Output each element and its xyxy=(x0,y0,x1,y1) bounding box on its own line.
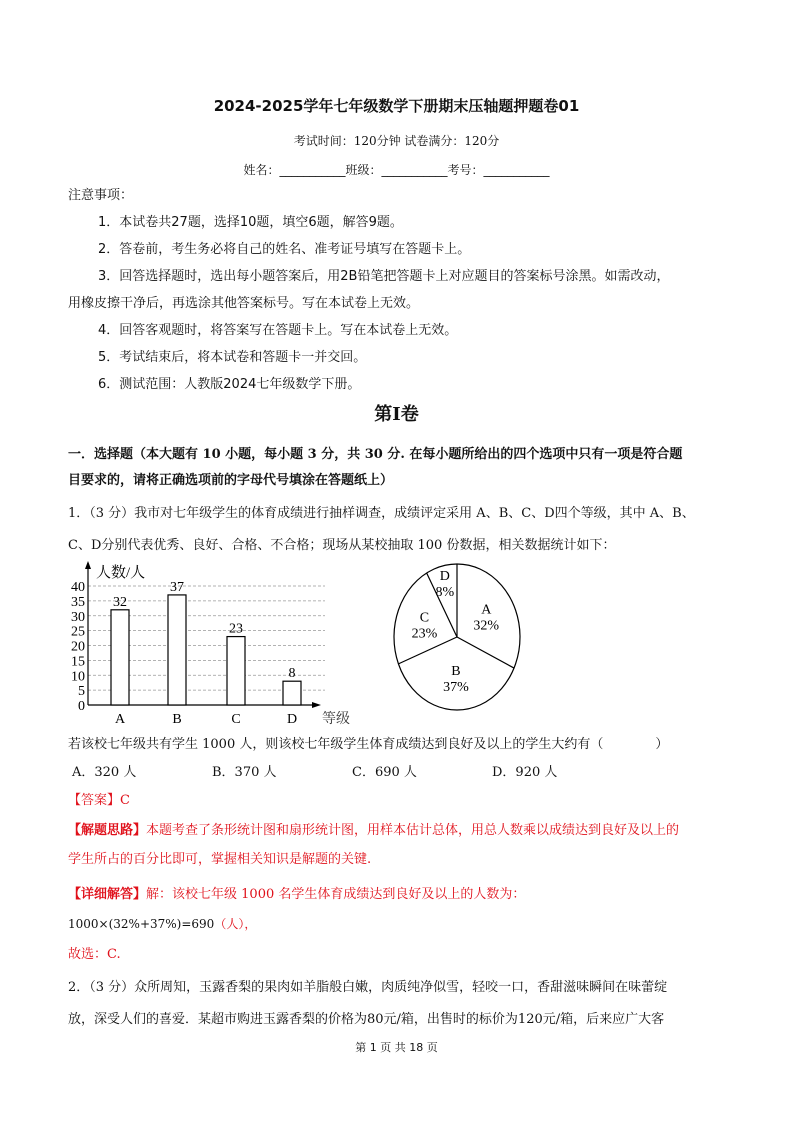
y-tick-label: 40 xyxy=(71,580,85,595)
x-axis-label: 等级 xyxy=(322,712,350,727)
option-a: A．320 人 xyxy=(72,765,137,780)
note-item: 用橡皮擦干净后，再选涂其他答案标号。写在本试卷上无效。 xyxy=(68,296,420,311)
student-info-line: 姓名：___________班级：___________考号：___________ xyxy=(243,163,550,177)
idea-text-cont: 学生所占的百分比即可，掌握相关知识是解题的关键. xyxy=(68,852,372,867)
x-tick-label: D xyxy=(286,712,298,727)
y-tick-label: 35 xyxy=(71,594,85,610)
idea-text: 本题考查了条形统计图和扇形统计图，用样本估计总体，用总人数乘以成绩达到良好及以上的 xyxy=(146,823,680,838)
slice-percent: 8% xyxy=(435,584,455,600)
y-tick-label: 5 xyxy=(78,684,85,700)
slice-percent: 32% xyxy=(473,618,500,634)
slice-label: C xyxy=(419,610,430,626)
y-tick-label: 10 xyxy=(71,669,85,685)
idea-label: 【解题思路】 xyxy=(68,823,147,838)
y-tick-label: 0 xyxy=(78,699,85,714)
page-footer: 第 1 页 共 18 页 xyxy=(355,1041,438,1054)
slice-label: D xyxy=(439,568,450,584)
exam-subtitle: 考试时间：120分钟 试卷满分：120分 xyxy=(293,134,500,148)
q1-stem-cont: C、D分别代表优秀、良好、合格、不合格；现场从某校抽取 100 份数据，相关数据统计如下： xyxy=(68,538,616,553)
slice-percent: 23% xyxy=(411,626,438,642)
note-item: 4．回答客观题时，将答案写在答题卡上。写在本试卷上无效。 xyxy=(98,323,458,338)
y-axis-arrow xyxy=(85,561,91,569)
q2-stem: 2．（3 分）众所周知，玉露香梨的果肉如羊脂般白嫩，肉质纯净似雪，轻咬一口，香甜滋味瞬间在味蕾绽 xyxy=(68,980,668,995)
note-item: 1．本试卷共27题，选择10题，填空6题，解答9题。 xyxy=(98,215,403,230)
y-tick-label: 25 xyxy=(71,624,85,640)
slice-label: A xyxy=(481,602,492,618)
bar-B xyxy=(168,595,186,705)
y-axis-label: 人数/人 xyxy=(96,565,146,581)
bar-chart xyxy=(60,555,360,730)
detail-label: 【详细解答】 xyxy=(68,887,147,902)
bar-C xyxy=(227,637,245,705)
y-tick-label: 15 xyxy=(71,654,85,670)
note-item: 3．回答选择题时，选出每小题答案后，用2B铅笔把答题卡上对应题目的答案标号涂黑。如需改动， xyxy=(98,269,670,284)
option-b: B．370 人 xyxy=(212,765,277,780)
detail-text: 解：该校七年级 1000 名学生体育成绩达到良好及以上的人数为： xyxy=(146,887,526,902)
notes-heading: 注意事项： xyxy=(68,188,134,203)
bar-value-label: 23 xyxy=(229,621,243,637)
slice-percent: 37% xyxy=(443,680,469,696)
slice-label: B xyxy=(451,664,461,680)
q2-stem-cont: 放，深受人们的喜爱．某超市购进玉露香梨的价格为80元/箱，出售时的标价为120元/箱，后来应广大客 xyxy=(68,1012,665,1027)
q1-question: 若该校七年级共有学生 1000 人，则该校七年级学生体育成绩达到良好及以上的学生大约有（ ） xyxy=(68,737,669,752)
section-heading-cont: 目要求的，请将正确选项前的字母代号填涂在答题纸上） xyxy=(68,473,394,488)
option-c: C．690 人 xyxy=(352,765,417,780)
x-tick-label: B xyxy=(172,712,182,727)
x-tick-label: C xyxy=(231,712,241,727)
bar-D xyxy=(283,681,301,705)
bar-value-label: 32 xyxy=(113,594,127,610)
y-tick-label: 20 xyxy=(71,639,85,655)
section-heading: 一．选择题（本大题有 10 小题，每小题 3 分，共 30 分. 在每小题所给出的四个选项中只有一项是符合题 xyxy=(68,447,683,462)
option-d: D．920 人 xyxy=(492,765,558,780)
answer: 【答案】C xyxy=(68,793,130,808)
choose-text: 故选：C. xyxy=(68,947,121,962)
note-item: 5．考试结束后，将本试卷和答题卡一并交回。 xyxy=(98,350,367,365)
pie-chart xyxy=(380,555,540,720)
bar-value-label: 8 xyxy=(288,666,296,682)
x-axis-arrow xyxy=(312,702,321,708)
volume-heading: 第I卷 xyxy=(374,404,419,425)
doc-title: 2024-2025学年七年级数学下册期末压轴题押题卷01 xyxy=(213,97,580,115)
x-tick-label: A xyxy=(114,712,126,727)
formula-unit: （人）， xyxy=(214,917,257,931)
formula: 1000×(32%+37%)=690 xyxy=(68,917,215,931)
bar-A xyxy=(111,610,129,705)
note-item: 6．测试范围：人教版2024七年级数学下册。 xyxy=(98,377,361,392)
bar-value-label: 37 xyxy=(170,579,184,595)
note-item: 2．答卷前，考生务必将自己的姓名、准考证号填写在答题卡上。 xyxy=(98,242,471,257)
q1-stem: 1．（3 分）我市对七年级学生的体育成绩进行抽样调查，成绩评定采用 A、B、C、D四个等级，其中 A、B、 xyxy=(68,506,695,521)
y-tick-label: 30 xyxy=(71,609,85,625)
